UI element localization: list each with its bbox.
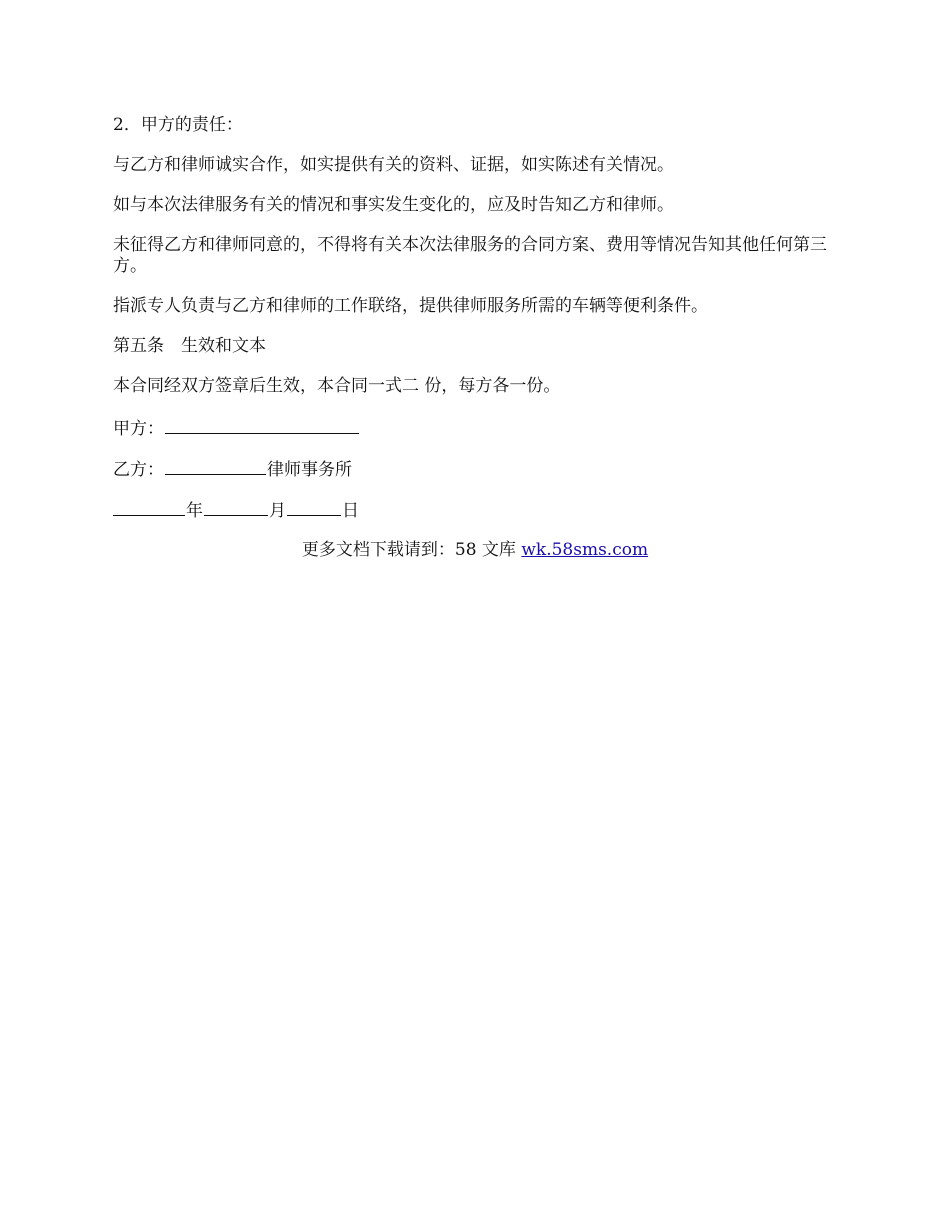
party-b-suffix: 律师事务所 <box>267 460 352 480</box>
day-label: 日 <box>342 501 359 521</box>
paragraph-cooperation: 与乙方和律师诚实合作，如实提供有关的资料、证据，如实陈述有关情况。 <box>113 155 674 175</box>
party-a-signature-blank <box>165 416 359 434</box>
year-label: 年 <box>186 501 203 521</box>
party-a-label: 甲方： <box>113 419 164 439</box>
footer-text: 更多文档下载请到：58 文库 <box>301 540 522 560</box>
paragraph-notify-changes: 如与本次法律服务有关的情况和事实发生变化的，应及时告知乙方和律师。 <box>113 195 674 215</box>
year-blank <box>113 498 185 516</box>
paragraph-liaison: 指派专人负责与乙方和律师的工作联络，提供律师服务所需的车辆等便利条件。 <box>113 296 708 316</box>
article-heading: 第五条 生效和文本 <box>113 336 266 356</box>
party-b-label: 乙方： <box>113 460 164 480</box>
article-text: 本合同经双方签章后生效，本合同一式二 份，每方各一份。 <box>113 376 561 396</box>
section-heading: 2．甲方的责任： <box>113 115 243 135</box>
footer <box>0 540 950 561</box>
day-blank <box>287 498 341 516</box>
paragraph-confidentiality: 未征得乙方和律师同意的，不得将有关本次法律服务的合同方案、费用等情况告知其他任何第三方。 <box>113 235 827 276</box>
party-a-line <box>113 416 843 440</box>
date-line <box>113 498 843 522</box>
party-b-signature-blank <box>165 457 266 475</box>
footer-link[interactable]: wk.58sms.com <box>521 540 649 560</box>
month-blank <box>204 498 268 516</box>
month-label: 月 <box>269 501 286 521</box>
party-b-line <box>113 457 843 481</box>
